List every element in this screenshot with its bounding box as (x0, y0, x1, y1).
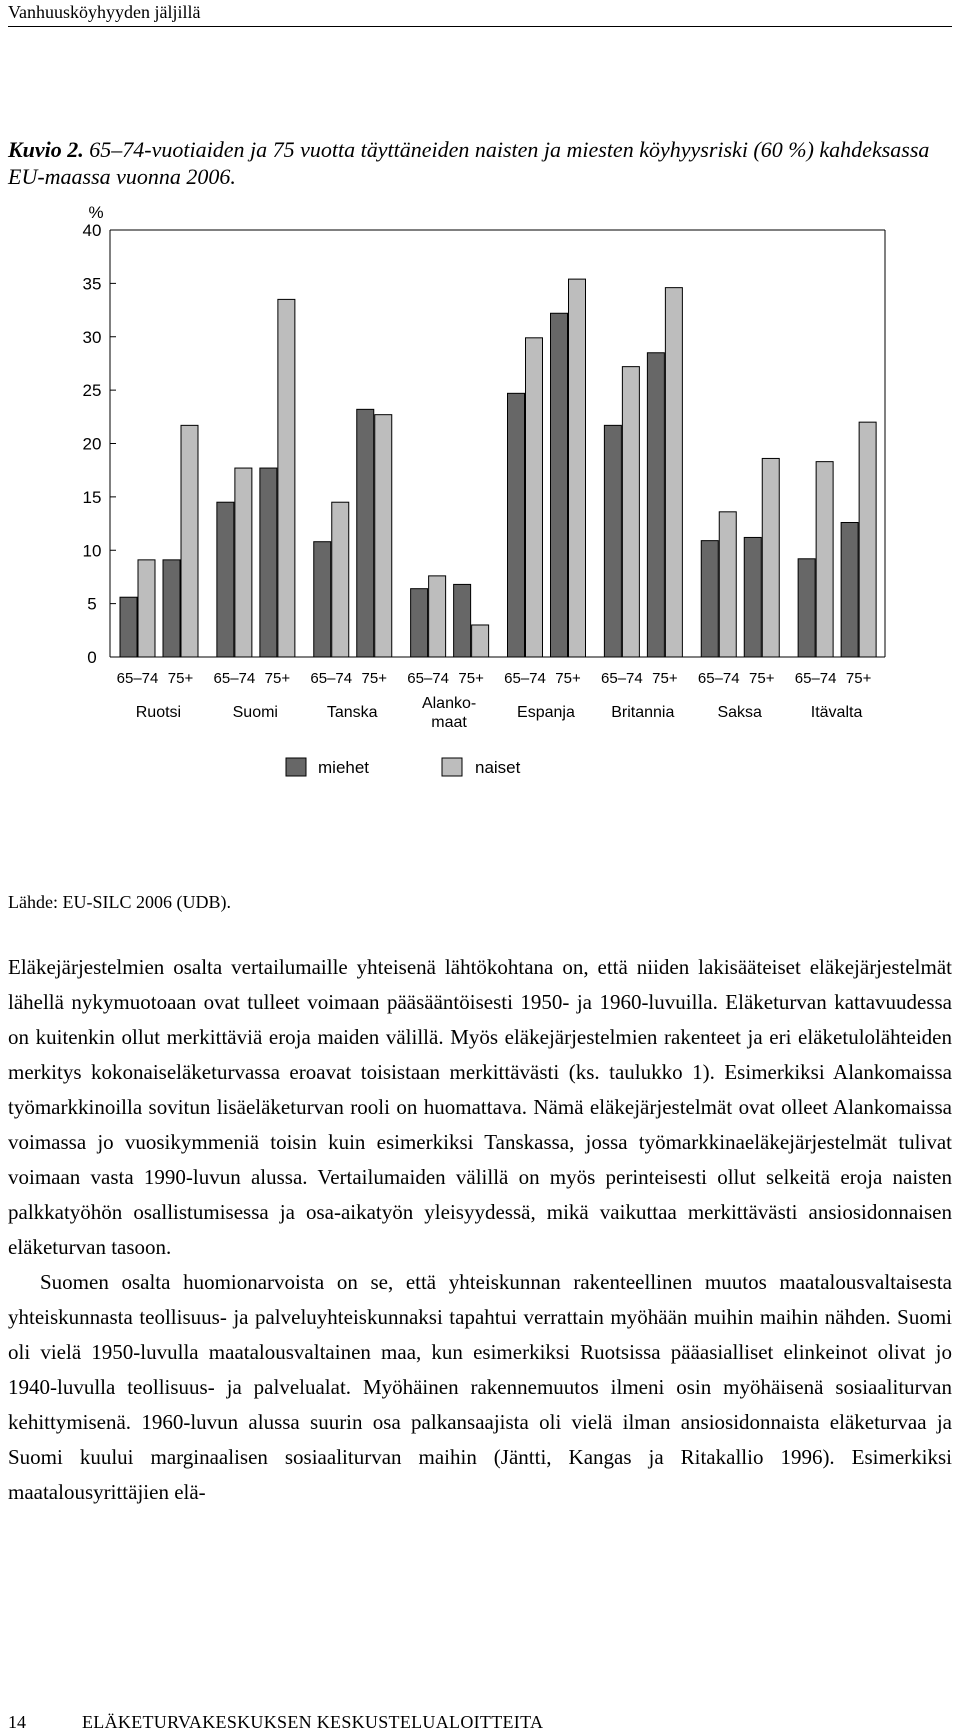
bar-miehet (701, 541, 718, 657)
bar-naiset (332, 502, 349, 657)
category-label: Espanja (517, 704, 575, 721)
bar-naiset (762, 458, 779, 657)
bar-naiset (569, 279, 586, 657)
x-tick-label: 75+ (361, 670, 387, 687)
x-tick-label: 65–74 (794, 670, 837, 687)
bar-naiset (719, 512, 736, 657)
bar-miehet (841, 522, 858, 657)
bar-naiset (526, 338, 543, 657)
category-label: Suomi (232, 704, 278, 721)
x-tick-label: 65–74 (310, 670, 353, 687)
bar-miehet (357, 409, 374, 657)
bar-miehet (744, 537, 761, 657)
y-tick-label: 25 (82, 381, 102, 401)
y-tick-label: 5 (87, 594, 97, 614)
legend-label-miehet: miehet (318, 758, 370, 777)
y-tick-label: 40 (82, 221, 102, 240)
legend-swatch-naiset (442, 758, 462, 776)
x-tick-label: 75+ (845, 670, 872, 687)
bar-miehet (260, 468, 277, 657)
x-tick-label: 65–74 (116, 670, 159, 687)
category-label: Ruotsi (135, 704, 182, 721)
category-label: maat (431, 714, 467, 731)
legend-label-naiset: naiset (475, 758, 521, 777)
bar-miehet (604, 425, 621, 657)
poverty-risk-chart (0, 200, 960, 900)
figure-source: Lähde: EU-SILC 2006 (UDB). (8, 892, 231, 912)
x-tick-label: 65–74 (601, 670, 643, 687)
x-tick-label: 65–74 (697, 670, 740, 687)
category-label: Tanska (326, 704, 378, 721)
bar-naiset (859, 422, 876, 657)
figure-label: Kuvio 2. (8, 137, 84, 162)
x-tick-label: 75+ (458, 670, 484, 687)
body-text (8, 950, 952, 1510)
legend-swatch-miehet (286, 758, 306, 776)
category-label: Britannia (611, 704, 675, 721)
bar-miehet (454, 584, 471, 657)
y-tick-label: 35 (82, 274, 102, 294)
bar-naiset (375, 415, 392, 657)
category-label: Alanko- (421, 695, 477, 712)
running-head: Vanhuusköyhyyden jäljillä (8, 0, 952, 27)
bar-miehet (314, 542, 331, 657)
bar-naiset (181, 425, 198, 657)
bar-naiset (235, 468, 252, 657)
y-tick-label: 10 (82, 541, 102, 561)
y-tick-label: 15 (82, 487, 102, 507)
x-tick-label: 75+ (555, 670, 581, 687)
paragraph-2: Suomen osalta huomionarvoista on se, että yhteiskunnan rakenteellinen muutos maatalousvaltaisesta yhteiskunnasta teollisuus- ja palveluyhteiskunnaksi tapahtui verrattain myöhään muihin maihin nähden. Suomi oli vielä 1950-luvulla maatalousvaltainen maa, kun esimerkiksi Ruotsissa pääasialliset elinkeinot olivat jo 1940-luvulla teollisuus- ja palvelualat. Myöhäinen rakennemuutos ilmeni osin myöhäisenä sosiaaliturvan kehittymisenä. 1960-luvun alussa suurin osa palkansaajista oli vielä ilman ansiosidonnaista eläketurvaa ja Suomi kuului marginaalisen sosiaaliturvan maihin (Jäntti, Kangas ja Ritakallio 1996). Esimerkiksi maatalousyrittäjien elä- (8, 1270, 952, 1504)
category-label: Saksa (717, 704, 762, 721)
bar-naiset (622, 367, 639, 657)
bar-miehet (163, 560, 180, 657)
bar-naiset (278, 299, 295, 657)
x-tick-label: 75+ (749, 670, 775, 687)
bar-miehet (647, 353, 664, 657)
category-label: Itävalta (810, 704, 863, 721)
x-tick-label: 75+ (652, 670, 678, 687)
bar-miehet (551, 313, 568, 657)
bar-naiset (429, 576, 446, 657)
page-number: 14 (8, 1712, 26, 1732)
y-tick-label: 30 (82, 327, 102, 347)
figure-caption (8, 136, 952, 190)
x-tick-label: 75+ (264, 670, 291, 687)
y-tick-label: 0 (87, 648, 97, 667)
series-title: ELÄKETURVAKESKUKSEN KESKUSTELUALOITTEITA (82, 1712, 544, 1732)
bar-miehet (798, 559, 815, 657)
paragraph-1: Eläkejärjestelmien osalta vertailumaille yhteisenä lähtökohtana on, että niiden lakisääteiset eläkejärjestelmät lähellä nykymuotoaan ovat tulleet voimaan pääsääntöisesti 1950- ja 1960-luvuilla. Eläketurvan kattavuudessa on kuitenkin ollut merkittäviä eroja maiden välillä. Myös eläkejärjestelmien rakenteet ja eri eläketulolähteiden merkitys kokonaiseläketurvassa eroavat toisistaan merkittävästi (ks. taulukko 1). Esimerkiksi Alankomaissa työmarkkinoilla sovitun lisäeläketurvan rooli on huomattava. Nämä eläkejärjestelmät ovat olleet Alankomaissa voimassa jo vuosikymmeniä toisin kuin esimerkiksi Tanskassa, jossa työmarkkinaeläkejärjestelmät tulivat voimaan vasta 1990-luvun alussa. Vertailumaiden välillä on myös perinteisesti ollut selkeitä eroja naisten palkkatyöhön osallistumisessa ja osa-aikatyön yleisyydessä, mikä vaikuttaa merkittävästi ansiosidonnaisen eläketurvan tasoon. (8, 955, 952, 1259)
bar-miehet (508, 393, 525, 657)
x-tick-label: 65–74 (407, 670, 449, 687)
x-tick-label: 75+ (167, 670, 194, 687)
bar-naiset (816, 462, 833, 657)
chart-svg (0, 200, 960, 880)
page-footer (8, 1710, 952, 1734)
bar-miehet (120, 597, 137, 657)
figure-caption-text: 65–74-vuotiaiden ja 75 vuotta täyttäneiden naisten ja miesten köyhyysriski (60 %) kahdeksassa EU-maassa vuonna 2006. (8, 137, 930, 189)
bar-miehet (217, 502, 234, 657)
bar-miehet (411, 589, 428, 657)
bar-naiset (138, 560, 155, 657)
x-tick-label: 65–74 (213, 670, 256, 687)
bar-naiset (472, 625, 489, 657)
y-axis-label: % (88, 203, 104, 222)
x-tick-label: 65–74 (504, 670, 546, 687)
bar-naiset (665, 288, 682, 657)
y-tick-label: 20 (82, 434, 102, 454)
